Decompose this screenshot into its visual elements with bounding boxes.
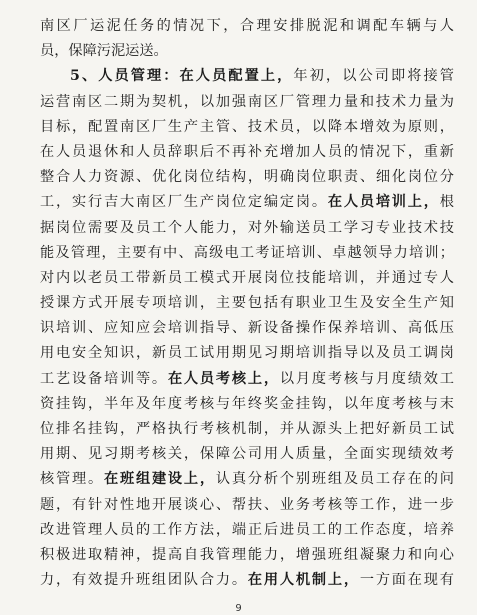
text-line: [40, 216, 454, 241]
text-line: [40, 367, 454, 392]
text-segment: 核管理。: [40, 471, 104, 488]
text-segment: 在人员退休和人员辞职后不再补充增加人员的情况下，重新: [40, 143, 454, 160]
text-line: [40, 518, 454, 543]
text-segment: 积极进取精神，提高自我管理能力，增强班组凝聚力和向心: [40, 546, 454, 563]
text-segment: 位排名挂钩，严格执行考核机制，并从源头上把好新员工试: [40, 421, 454, 437]
document-body: [40, 14, 454, 593]
text-segment: 一方面在现有: [359, 572, 454, 589]
text-line: [40, 316, 454, 341]
text-segment: 用期、见习期考核关，保障公司用人质量，全面实现绩效考: [40, 446, 454, 463]
text-segment: 南区厂运泥任务的情况下，合理安排脱泥和调配车辆与人: [40, 18, 454, 34]
bold-text-segment: 5、人员管理：: [70, 68, 180, 85]
bold-text-segment: 在用人机制上，: [247, 572, 360, 589]
text-line: [40, 291, 454, 316]
text-segment: 整合人力资源、优化岗位结构，明确岗位职责、细化岗位分: [40, 169, 454, 186]
text-segment: 工艺设备培训等。: [40, 370, 168, 387]
text-segment: 工，实行吉大南区厂生产岗位定编定岗。: [40, 194, 328, 211]
text-line: [40, 115, 454, 140]
text-segment: 授课方式开展专项培训，主要包括有职业卫生及安全生产知: [40, 295, 454, 312]
bold-text-segment: 在人员考核上，: [167, 370, 280, 387]
text-segment: 改进管理人员的工作方法，端正后进员工的工作态度，培养: [40, 521, 454, 538]
text-line: [40, 392, 454, 417]
text-line: [40, 39, 454, 64]
text-line: [40, 417, 454, 442]
text-segment: 识培训、应知应会培训指导、新设备操作保养培训、高低压: [40, 320, 454, 337]
text-line: [40, 241, 454, 266]
text-line: [40, 568, 454, 593]
page-number: 9: [235, 603, 242, 614]
text-line: [40, 442, 454, 467]
text-segment: 根: [439, 194, 454, 211]
text-line: [40, 190, 454, 215]
text-line: [40, 140, 454, 165]
text-segment: 以月度考核与月度绩效工: [279, 370, 454, 387]
bold-text-segment: 在人员配置上，: [179, 68, 294, 85]
text-line: [40, 341, 454, 366]
text-segment: 资挂钩，半年及年度考核与年终奖金挂钩，以年度考核与末: [40, 395, 454, 412]
text-segment: 员，保障污泥运送。: [40, 43, 168, 60]
text-line: [40, 543, 454, 568]
text-line: [40, 64, 454, 89]
text-segment: 力，有效提升班组团队合力。: [40, 572, 248, 589]
text-line: [40, 14, 454, 39]
text-segment: 认真分析个别班组及员工存在的问: [215, 471, 454, 488]
text-segment: 年初，以公司即将接管: [293, 68, 454, 85]
text-segment: 对内以老员工带新员工模式开展岗位技能培训，并通过专人: [40, 269, 454, 286]
text-segment: 运营南区二期为契机，以加强南区厂管理力量和技术力量为: [40, 93, 454, 110]
bold-text-segment: 在班组建设上，: [103, 471, 216, 488]
text-segment: 用电安全知识，新员工试用期见习期培训指导以及员工调岗: [40, 345, 454, 362]
text-segment: 能及管理，主要有中、高级电工考证培训、卓越领导力培训；: [40, 244, 454, 261]
text-line: [40, 90, 454, 115]
text-segment: 据岗位需要及员工个人能力，对外输送员工学习专业技术技: [40, 219, 454, 236]
bold-text-segment: 在人员培训上，: [327, 194, 440, 211]
text-line: [40, 266, 454, 291]
text-line: [40, 467, 454, 492]
text-segment: 目标，配置南区厂生产主管、技术员，以降本增效为原则，: [40, 118, 454, 135]
text-line: [40, 165, 454, 190]
text-line: [40, 493, 454, 518]
text-segment: 题，有针对性地开展谈心、帮扶、业务考核等工作，进一步: [40, 496, 454, 513]
